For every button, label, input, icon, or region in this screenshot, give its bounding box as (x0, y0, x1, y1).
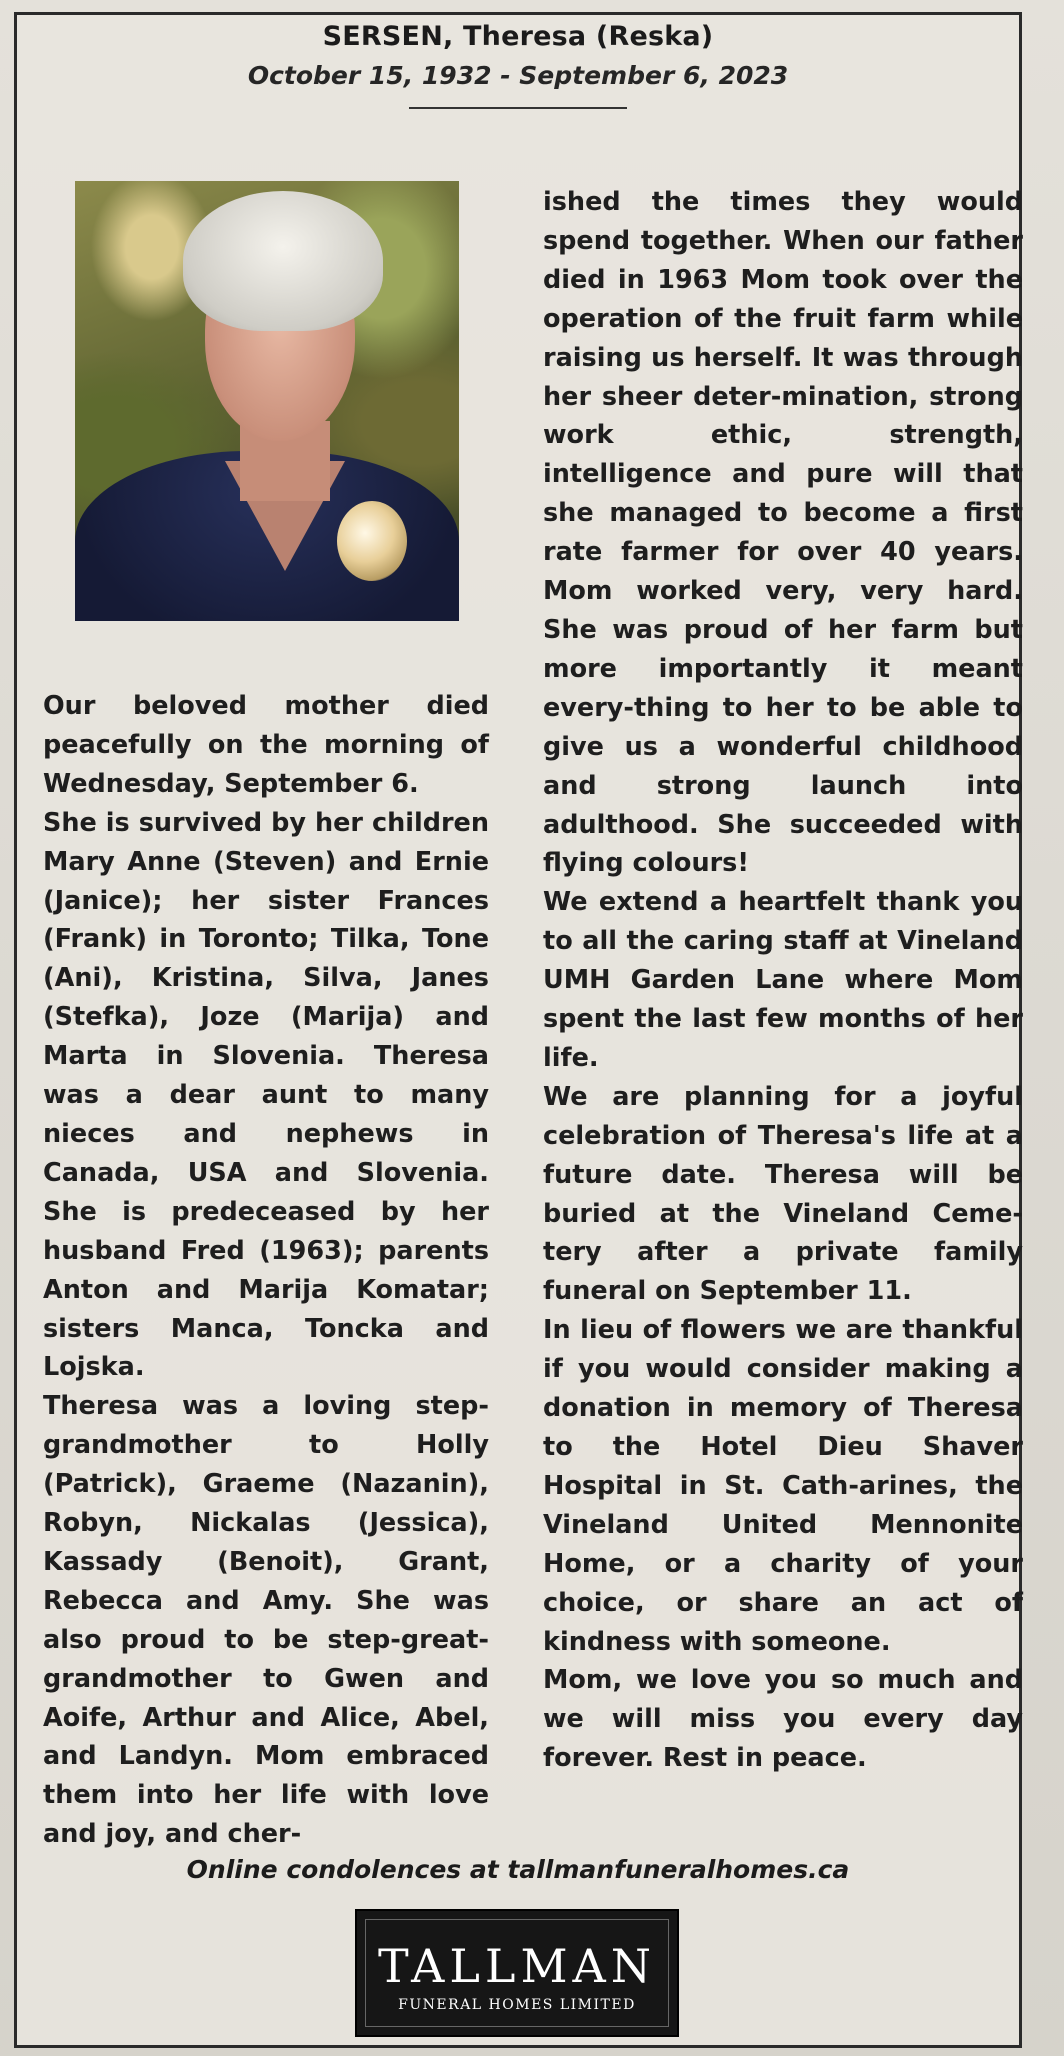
life-dates: October 15, 1932 - September 6, 2023 (247, 61, 789, 90)
left-column (43, 687, 489, 1854)
tallman-logo (355, 1909, 679, 2037)
title-divider (409, 107, 627, 109)
paragraph: Mom, we love you so much and we will miss you every day forever. Rest in peace. (543, 1665, 1023, 1774)
paragraph: ished the times they would spend together. When our father died in 1963 Mom took over the operation of the fruit farm while raising us herself. It was through her sheer deter-mination, strong work ethic, strength, intelligence and pure will that she managed to become a first rate farmer for over 40 years. Mom worked very, very hard. She was proud of her farm but more importantly it meant every-thing to her to be able to give us a wonderful childhood and strong launch into adulthood. She succeeded with flying colours! (543, 187, 1023, 879)
obituary-title: SERSEN, Theresa (Reska) (322, 21, 714, 52)
corsage-icon (337, 501, 407, 581)
obituary-notice (14, 12, 1022, 2048)
online-condolences: Online condolences at tallmanfuneralhomes.ca (186, 1855, 850, 1884)
paragraph: We extend a heartfelt thank you to all the caring staff at Vineland UMH Garden Lane where Mom spent the last few months of her life. (543, 887, 1023, 1073)
photo-hair (183, 191, 383, 331)
portrait-photo (75, 181, 459, 621)
logo-wordmark: TALLMAN (377, 1939, 657, 1993)
paragraph: Our beloved mother died peacefully on the morning of Wednesday, September 6. (43, 691, 489, 799)
paragraph: Theresa was a loving step-grandmother to Holly (Patrick), Graeme (Nazanin), Robyn, Nickalas (Jessica), Kassady (Benoit), Grant, Rebecca and Amy. She was also proud to be step-great-grandmother to Gwen and Aoife, Arthur and Alice, Abel, and Landyn. Mom embraced them into her life with love and joy, and cher- (43, 1391, 489, 1850)
paragraph: She is survived by her children Mary Anne (Steven) and Ernie (Janice); her sister Frances (Frank) in Toronto; Tilka, Tone (Ani), Kristina, Silva, Janes (Stefka), Joze (Marija) and Marta in Slovenia. Theresa was a dear aunt to many nieces and nephews in Canada, USA and Slovenia. She is predeceased by her husband Fred (1963); parents Anton and Marija Komatar; sisters Manca, Toncka and Lojska. (43, 807, 489, 1383)
right-column (543, 183, 1023, 1778)
paragraph: In lieu of flowers we are thankful if you would consider making a donation in memory of Theresa to the Hotel Dieu Shaver Hospital in St. Cath-arines, the Vineland United Mennonite Home, or a charity of your choice, or share an act of kindness with someone. (543, 1315, 1023, 1657)
logo-subtitle: FUNERAL HOMES LIMITED (398, 1997, 636, 2013)
paragraph: We are planning for a joyful celebration of Theresa's life at a future date. Theresa will be buried at the Vineland Ceme-tery after a private family funeral on September 11. (543, 1081, 1023, 1307)
